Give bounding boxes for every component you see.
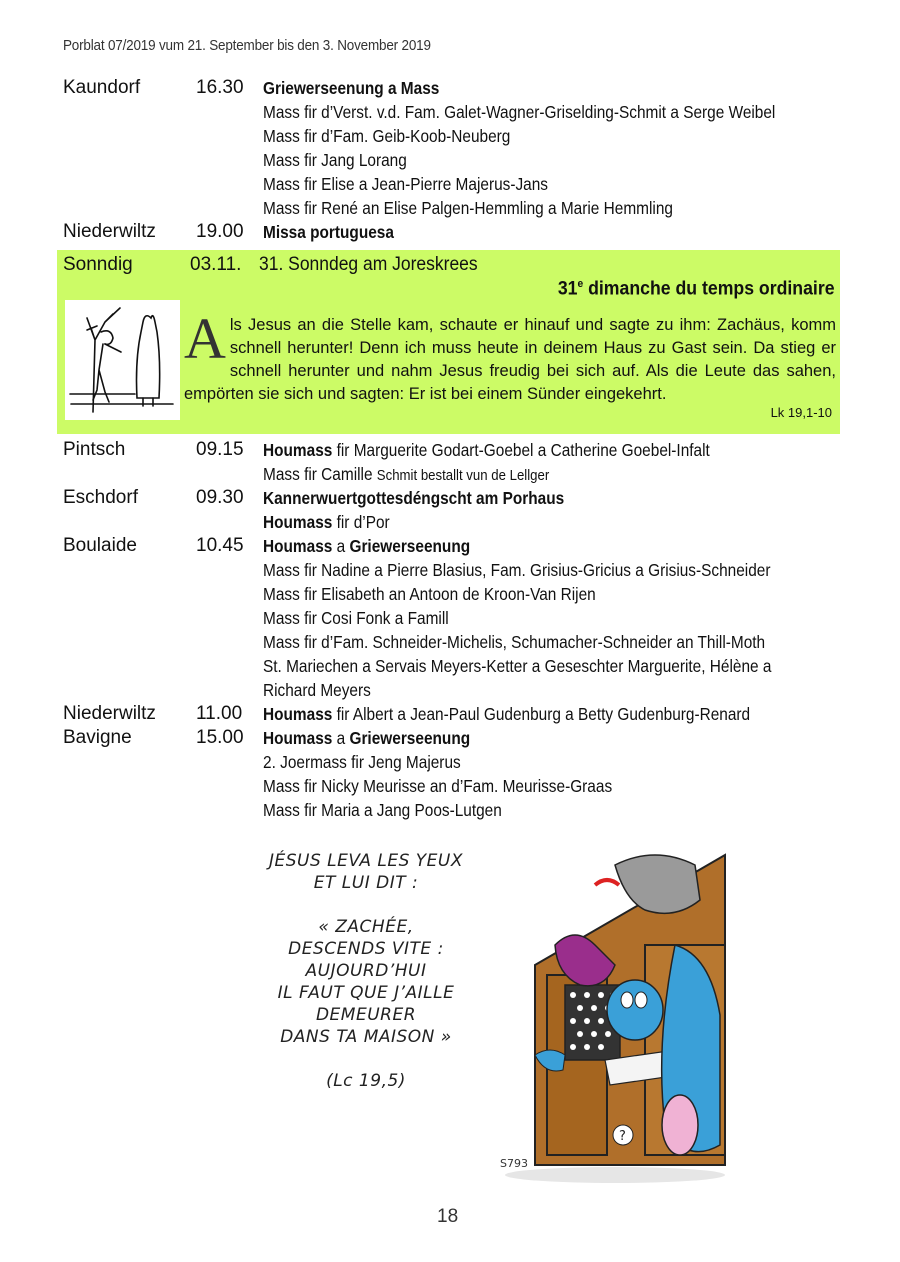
caption-line: IL FAUT QUE J’AILLE <box>277 983 455 1003</box>
sunday-reading-box <box>57 250 840 434</box>
sunday-title-fr <box>558 278 835 300</box>
service-description <box>263 486 564 510</box>
service-description <box>263 582 596 606</box>
service-description <box>263 124 510 148</box>
ordinal-suffix: e <box>577 278 584 290</box>
service-description <box>263 196 673 220</box>
sunday-title-lb: 31. Sonndeg am Joreskrees <box>259 254 478 275</box>
caption-line: ET LUI DIT : <box>313 873 419 893</box>
intention-text: Mass fir Camille <box>263 464 377 484</box>
schedule-row <box>63 774 843 798</box>
service-time: 09.15 <box>196 439 244 460</box>
service-type: Houmass <box>263 728 333 748</box>
intention-text: fir Marguerite Godart-Goebel a Catherine Goebel-Infalt <box>332 440 710 460</box>
intention-text: fir d’Por <box>332 512 390 532</box>
service-time: 10.45 <box>196 535 244 556</box>
schedule-row <box>63 606 843 630</box>
service-description <box>263 100 775 124</box>
caption-line <box>236 894 496 916</box>
service-description <box>263 606 449 630</box>
service-time: 09.30 <box>196 487 244 508</box>
intention-text: Mass fir Cosi Fonk a Famill <box>263 608 449 628</box>
caption-line <box>236 1048 496 1070</box>
schedule-row <box>63 148 843 172</box>
schedule-row <box>63 726 843 750</box>
service-type: Houmass <box>263 704 333 724</box>
place-name: Kaundorf <box>63 77 141 98</box>
intention-text: St. Mariechen a Servais Meyers-Ketter a Geseschter Marguerite, Hélène a <box>263 656 772 676</box>
schedule-sunday <box>63 438 843 822</box>
service-description <box>263 798 502 822</box>
service-description <box>263 438 710 462</box>
service-type: Griewerseenung <box>349 728 471 748</box>
service-description <box>263 750 461 774</box>
service-type: Missa portuguesa <box>263 222 394 242</box>
service-time: 19.00 <box>196 221 244 242</box>
service-description <box>263 148 407 172</box>
gospel-reference: Lk 19,1-10 <box>770 405 832 420</box>
cartoon-caption <box>236 850 496 1092</box>
intention-text: fir Albert a Jean-Paul Gudenburg a Betty Gudenburg-Renard <box>332 704 751 724</box>
caption-line: JÉSUS LEVA LES YEUX <box>268 851 464 871</box>
schedule-row <box>63 630 843 654</box>
gospel-reading <box>184 306 836 406</box>
sunday-date: 03.11. <box>190 254 242 275</box>
service-description <box>263 510 390 534</box>
intention-text: Mass fir Jang Lorang <box>263 150 407 170</box>
service-description <box>263 462 549 488</box>
intention-text: Mass fir René an Elise Palgen-Hemmling a Marie Hemmling <box>263 198 673 218</box>
intention-text: Richard Meyers <box>263 680 371 700</box>
intention-text: Mass fir Elisabeth an Antoon de Kroon-Van Rijen <box>263 584 596 604</box>
intention-text: Mass fir d’Fam. Geib-Koob-Neuberg <box>263 126 511 146</box>
intention-text: Mass fir d’Verst. v.d. Fam. Galet-Wagner-Griselding-Schmit a Serge Weibel <box>263 102 776 122</box>
reading-text: ls Jesus an die Stelle kam, schaute er hinauf und sagte zu ihm: Zachäus, komm schnell herunter! Denn ich muss heute in deinem Haus zu Gast sein. Da stieg er schnell herunter und nahm Jesus freudig bei sich auf. Als die Leute das sahen, empörten sie sich und sagten: Er ist bei einem Sünder eingekehrt. <box>184 316 836 403</box>
service-description <box>263 220 394 244</box>
zacchaeus-illustration <box>65 300 180 420</box>
svg-text:?: ? <box>619 1129 626 1144</box>
intention-text: Schmit bestallt vun de Lellger <box>376 467 550 484</box>
service-description <box>263 172 548 196</box>
service-time: 16.30 <box>196 77 244 98</box>
schedule-row <box>63 582 843 606</box>
schedule-row <box>63 486 843 510</box>
intention-text: Mass fir Nicky Meurisse an d’Fam. Meurisse-Graas <box>263 776 613 796</box>
place-name: Niederwiltz <box>63 703 156 724</box>
schedule-row <box>63 76 843 100</box>
schedule-row <box>63 654 843 678</box>
caption-line: DANS TA MAISON » <box>280 1027 452 1047</box>
caption-line: DEMEURER <box>315 1005 417 1025</box>
service-description <box>263 630 765 654</box>
service-type: Griewerseenung <box>349 536 471 556</box>
service-type: Houmass <box>263 536 333 556</box>
place-name: Bavigne <box>63 727 132 748</box>
cartoon-signature: S793 <box>500 1157 528 1170</box>
schedule-row <box>63 172 843 196</box>
page-number: 18 <box>437 1206 459 1227</box>
schedule-row <box>63 678 843 702</box>
caption-line: AUJOURD’HUI <box>305 961 427 981</box>
place-name: Pintsch <box>63 439 126 460</box>
service-description <box>263 558 770 582</box>
place-name: Eschdorf <box>63 487 138 508</box>
service-type: Houmass <box>263 512 333 532</box>
service-description <box>263 654 771 678</box>
schedule-row <box>63 798 843 822</box>
schedule-row <box>63 220 843 244</box>
confessional-cartoon <box>495 845 730 1185</box>
intention-text: a <box>332 536 350 556</box>
drop-cap: A <box>184 306 226 371</box>
service-description <box>263 76 439 100</box>
place-name: Niederwiltz <box>63 221 156 242</box>
service-description <box>263 774 612 798</box>
intention-text: a <box>332 728 350 748</box>
service-type: Griewerseenung a Mass <box>263 78 440 98</box>
caption-line: (Lc 19,5) <box>326 1071 406 1091</box>
caption-line: DESCENDS VITE : <box>288 939 444 959</box>
schedule-row <box>63 510 843 534</box>
schedule-row <box>63 462 843 486</box>
service-time: 11.00 <box>196 703 243 724</box>
place-name: Boulaide <box>63 535 137 556</box>
intention-text: 2. Joermass fir Jeng Majerus <box>263 752 461 772</box>
intention-text: Mass fir d’Fam. Schneider-Michelis, Schumacher-Schneider an Thill-Moth <box>263 632 766 652</box>
service-type: Kannerwuertgottesdéngscht am Porhaus <box>263 488 565 508</box>
service-description <box>263 534 470 558</box>
intention-text: Mass fir Nadine a Pierre Blasius, Fam. Grisius-Gricius a Grisius-Schneider <box>263 560 771 580</box>
service-description <box>263 726 470 750</box>
page-header: Porblat 07/2019 vum 21. September bis den 3. November 2019 <box>63 38 431 54</box>
cartoon-illustration-icon <box>495 845 730 1185</box>
service-time: 15.00 <box>196 727 244 748</box>
sunday-number: 31 <box>558 278 578 300</box>
schedule-row <box>63 438 843 462</box>
schedule-before-sunday <box>63 76 843 244</box>
schedule-row <box>63 750 843 774</box>
caption-line: « ZACHÉE, <box>318 917 414 937</box>
schedule-row <box>63 558 843 582</box>
intention-text: Mass fir Elise a Jean-Pierre Majerus-Jans <box>263 174 548 194</box>
service-description <box>263 702 750 726</box>
sunday-day-label: Sonndig <box>63 254 133 275</box>
schedule-row <box>63 196 843 220</box>
service-description <box>263 678 371 702</box>
schedule-row <box>63 702 843 726</box>
schedule-row <box>63 100 843 124</box>
sunday-title-fr-text: dimanche du temps ordinaire <box>583 278 835 300</box>
intention-text: Mass fir Maria a Jang Poos-Lutgen <box>263 800 502 820</box>
schedule-row <box>63 534 843 558</box>
zacchaeus-tree-icon <box>65 300 180 420</box>
service-type: Houmass <box>263 440 333 460</box>
schedule-row <box>63 124 843 148</box>
